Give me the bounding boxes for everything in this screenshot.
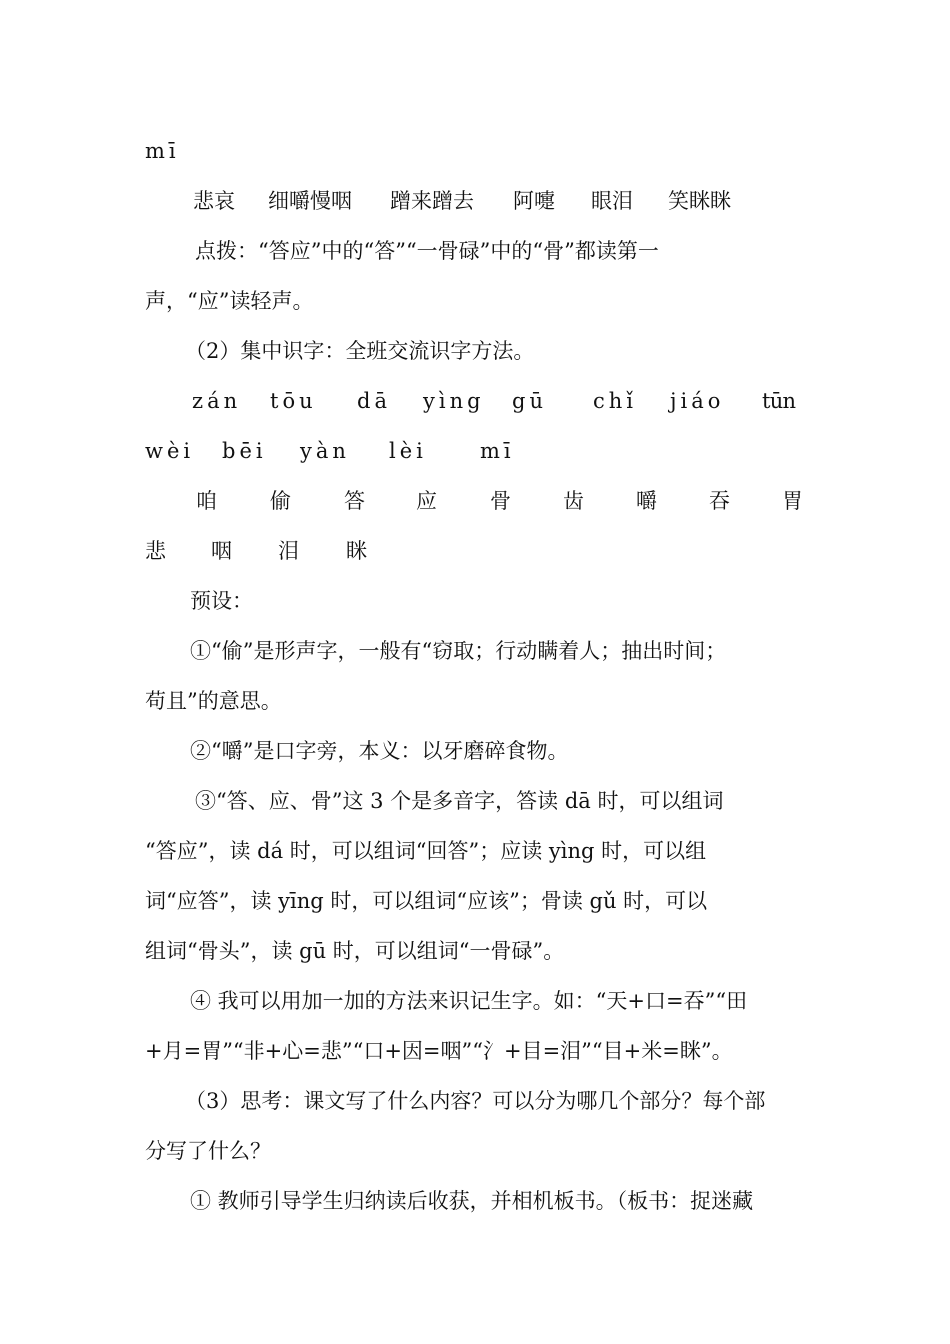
pinyin: tōu [270,389,317,413]
section-heading-3-line-2 [0,1131,950,1171]
pinyin-row-2 [0,431,950,471]
pinyin: chǐ [593,389,638,413]
text: 分写了什么？ [145,1139,271,1163]
item-2 [0,731,950,771]
character: 胃 [782,489,803,513]
text: 词“应答”，读 yīng 时，可以组词“应该”；骨读 gǔ 时，可以 [145,889,708,913]
pinyin: zán [192,389,242,413]
item-3-line-3 [0,881,950,921]
character: 咱 [196,489,217,513]
hint-line-1 [0,231,950,271]
text: 声，“应”读轻声。 [145,289,314,313]
pinyin: yàn [300,439,350,463]
pinyin-line [0,131,950,171]
vocab-word: 眼泪 [591,189,633,213]
vocab-word: 悲哀 [193,189,235,213]
item-3-line-1 [0,781,950,821]
pinyin: lèi [389,439,427,463]
pinyin-row-1 [0,381,950,421]
pinyin: jiáo [670,389,725,413]
last-line [0,1181,950,1221]
pinyin: bēi [222,439,267,463]
character: 骨 [490,489,511,513]
text: ④ 我可以用加一加的方法来识记生字。如：“天+口=吞”“田 [190,989,748,1013]
character: 嚼 [636,489,657,513]
character: 眯 [346,539,367,563]
text: ①“偷”是形声字，一般有“窃取；行动瞒着人；抽出时间； [190,639,727,663]
text: ②“嚼”是口字旁，本义：以牙磨碎食物。 [190,739,569,763]
item-3-line-4 [0,931,950,971]
text: （3）思考：课文写了什么内容？可以分为哪几个部分？每个部 [185,1089,766,1113]
character: 答 [344,489,365,513]
character: 悲 [145,539,166,563]
preset-label [0,581,950,621]
item-4-line-1 [0,981,950,1021]
pinyin: gū [512,389,547,413]
text: （2）集中识字：全班交流识字方法。 [185,339,535,363]
character: 偷 [270,489,291,513]
item-3-line-2 [0,831,950,871]
character: 吞 [709,489,730,513]
pinyin: mī [480,439,515,463]
vocab-word: 蹭来蹭去 [390,189,474,213]
item-4-line-2 [0,1031,950,1071]
text: +月=胃”“非+心=悲”“口+因=咽”“氵+目=泪”“目+米=眯”。 [145,1039,733,1063]
item-1-line-2 [0,681,950,721]
character: 泪 [278,539,299,563]
pinyin: mī [145,139,180,163]
character: 应 [416,489,437,513]
text: 苟且”的意思。 [145,689,282,713]
vocab-word: 阿嚏 [513,189,555,213]
text: “答应”，读 dá 时，可以组词“回答”；应读 yìng 时，可以组 [145,839,707,863]
text: 预设： [190,589,253,613]
item-1-line-1 [0,631,950,671]
characters-row-1 [0,481,950,521]
pinyin: dā [357,389,391,413]
hint-line-2 [0,281,950,321]
text: ③“答、应、骨”这 3 个是多音字，答读 dā 时，可以组词 [195,789,724,813]
character: 齿 [563,489,584,513]
pinyin: tūn [762,389,796,413]
pinyin: wèi [145,439,195,463]
pinyin: yìng [423,389,485,413]
text: 点拨：“答应”中的“答”“一骨碌”中的“骨”都读第一 [195,239,659,263]
vocab-word: 细嚼慢咽 [268,189,352,213]
vocab-word: 笑眯眯 [668,189,731,213]
vocabulary-line [0,181,950,221]
characters-row-2 [0,531,950,571]
text: ① 教师引导学生归纳读后收获，并相机板书。（板书：捉迷藏 [190,1189,754,1213]
section-heading-3-line-1 [0,1081,950,1121]
section-heading-2 [0,331,950,371]
text: 组词“骨头”，读 gū 时，可以组词“一骨碌”。 [145,939,565,963]
character: 咽 [211,539,232,563]
